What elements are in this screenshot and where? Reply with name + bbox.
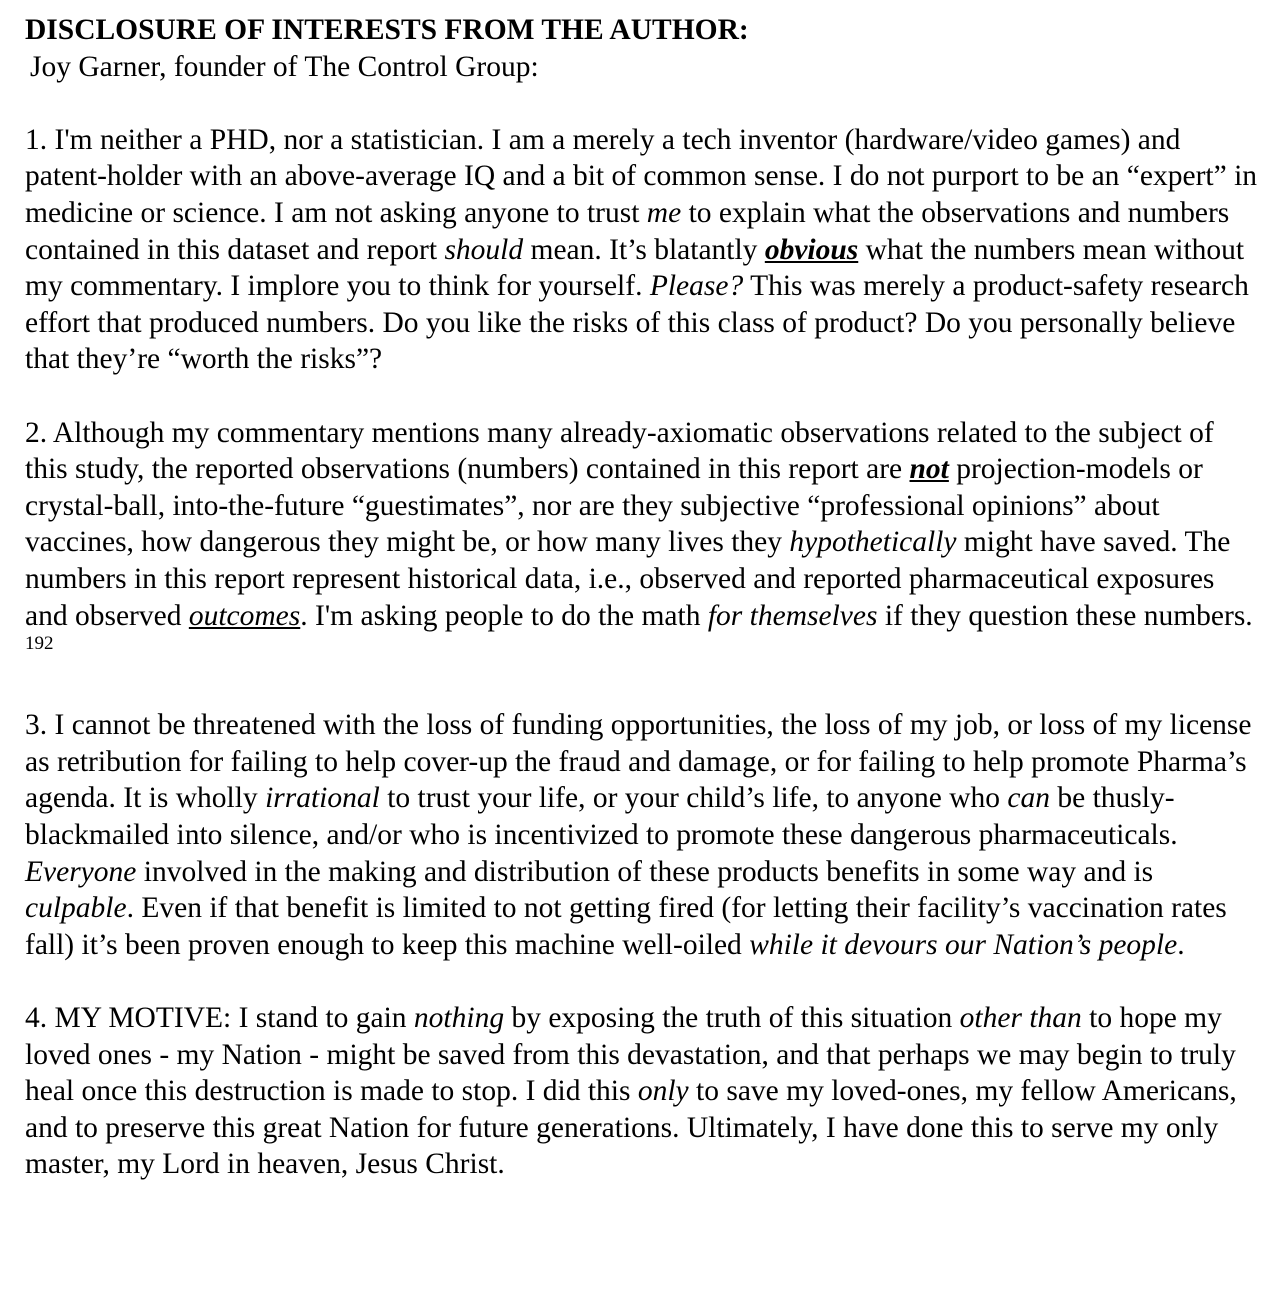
disclosure-heading: DISCLOSURE OF INTERESTS FROM THE AUTHOR:: [25, 14, 749, 46]
footnote-reference: 192: [25, 633, 54, 655]
p4-italic-only: only: [637, 1075, 689, 1108]
paragraph-2: [25, 415, 1260, 671]
p3-italic-culpable: culpable: [25, 892, 127, 925]
p2-underline-outcomes: outcomes: [188, 599, 301, 632]
p4-text-1: 4. MY MOTIVE: I stand to gain: [25, 1002, 414, 1035]
p1-text-3: mean. It’s blatantly: [523, 233, 765, 266]
p1-italic-please: Please?: [649, 270, 744, 303]
author-line: Joy Garner, founder of The Control Group:: [30, 50, 539, 83]
p2-text-4: . I'm asking people to do the math: [300, 599, 708, 632]
paragraph-4: [25, 1000, 1260, 1183]
p1-italic-should: should: [444, 233, 524, 266]
p4-text-2: by exposing the truth of this situation: [504, 1002, 960, 1035]
p2-emphasis-not: not: [909, 453, 949, 486]
p4-text-3: to hope my loved ones - my Nation - might be saved from this devastation, and that perhaps we may begin to truly heal once this destruction is made to stop. I did this: [25, 1002, 1236, 1108]
p3-italic-can: can: [1007, 782, 1050, 815]
p3-text-6: .: [1177, 928, 1185, 961]
p2-italic-hypothetically: hypothetically: [789, 526, 957, 559]
p2-text-2: projection-models or crystal-ball, into-the-future “guestimates”, nor are they subjective “professional opinions” about vaccines, how dangerous they might be, or how many lives they: [25, 453, 1203, 559]
p4-italic-other-than: other than: [959, 1002, 1082, 1035]
p2-italic-for-themselves: for themselves: [707, 599, 878, 632]
p3-italic-everyone: Everyone: [25, 855, 137, 888]
p2-text-1: 2. Although my commentary mentions many already-axiomatic observations related to the subject of this study, the reported observations (numbers) contained in this report are: [25, 416, 1214, 486]
p2-text-3: might have saved. The numbers in this report represent historical data, i.e., observed and reported pharmaceutical exposures and observed: [25, 526, 1231, 632]
p3-text-5: . Even if that benefit is limited to not getting fired (for letting their facility’s vaccination rates fall) it’s been proven enough to keep this machine well-oiled: [25, 892, 1227, 961]
p4-text-4: to save my loved-ones, my fellow Americans, and to preserve this great Nation for future generations. Ultimately, I have done this to serve my only master, my Lord in heaven, Jesus Christ.: [25, 1075, 1237, 1181]
p1-text-2: to explain what the observations and numbers contained in this dataset and report: [25, 196, 1230, 266]
p1-text-5: This was merely a product-safety research effort that produced numbers. Do you like the risks of this class of product? Do you personally believe that they’re “worth the risks”?: [25, 270, 1249, 376]
p3-text-3: be thusly-blackmailed into silence, and/or who is incentivized to promote these dangerous pharmaceuticals.: [25, 782, 1178, 852]
p1-text-4: what the numbers mean without my commentary. I implore you to think for yourself.: [25, 233, 1245, 303]
document-page: [25, 12, 1260, 1183]
p2-text-5: if they question these numbers.: [877, 599, 1253, 632]
p1-emphasis-obvious: obvious: [764, 233, 859, 266]
p3-italic-irrational: irrational: [265, 782, 380, 815]
p4-italic-nothing: nothing: [413, 1002, 505, 1035]
p3-text-4: involved in the making and distribution of these products benefits in some way and is: [136, 855, 1154, 888]
paragraph-3: [25, 707, 1260, 963]
paragraph-1: [25, 122, 1260, 378]
p1-italic-me: me: [646, 196, 682, 229]
p3-italic-devours: while it devours our Nation’s people: [749, 928, 1178, 961]
p1-text-1: 1. I'm neither a PHD, nor a statistician. I am a merely a tech inventor (hardware/video games) and patent-holder with an above-average IQ and a bit of common sense. I do not purport to be an “expert” in medicine or science. I am not asking anyone to trust: [25, 123, 1258, 229]
p3-text-2: to trust your life, or your child’s life, to anyone who: [379, 782, 1008, 815]
p3-text-1: 3. I cannot be threatened with the loss of funding opportunities, the loss of my job, or loss of my license as retribution for failing to help cover-up the fraud and damage, or for failing to help promote Pharma’s agenda. It is wholly: [25, 709, 1252, 815]
